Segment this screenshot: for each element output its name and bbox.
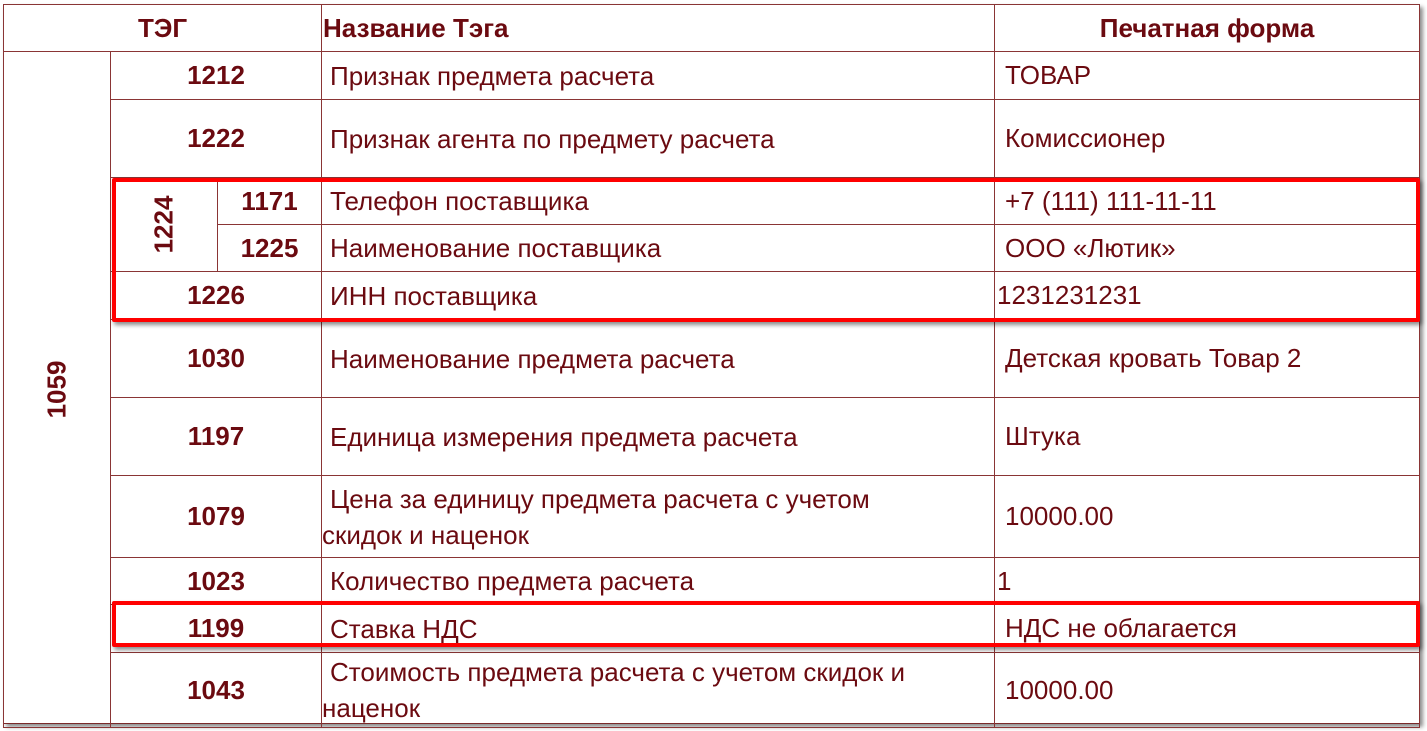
header-tag: ТЭГ <box>4 5 322 52</box>
tag-cell: 1197 <box>111 398 322 476</box>
print-value-cell: Комиссионер <box>995 100 1420 178</box>
header-name: Название Тэга <box>322 5 995 52</box>
tag-cell: 1226 <box>111 272 322 320</box>
tag-name-cell: Единица измерения предмета расчета <box>322 398 995 476</box>
group-tag-label: 1224 <box>148 195 179 254</box>
tag-name-cell: Признак агента по предмету расчета <box>322 100 995 178</box>
table-row <box>4 476 1420 558</box>
tag-name-line: скидок и наценок <box>322 519 529 550</box>
table-row <box>4 653 1420 728</box>
print-value-cell: ТОВАР <box>995 52 1420 100</box>
tag-cell: 1079 <box>111 476 322 558</box>
tag-cell: 1225 <box>218 225 322 272</box>
tag-name-line: Цена за единицу предмета расчета с учетом <box>330 483 870 514</box>
tag-cell: 1043 <box>111 653 322 728</box>
tag-cell: 1199 <box>111 605 322 653</box>
outer-tag-cell <box>4 52 111 728</box>
table-row <box>4 178 1420 225</box>
print-value-cell: НДС не облагается <box>995 605 1420 653</box>
header-row <box>4 5 1420 52</box>
tag-cell: 1212 <box>111 52 322 100</box>
table-row <box>4 398 1420 476</box>
print-value-cell: ООО «Лютик» <box>995 225 1420 272</box>
tag-name-cell: Признак предмета расчета <box>322 52 995 100</box>
tag-name-cell: Телефон поставщика <box>322 178 995 225</box>
fiscal-tags-table <box>3 4 1420 728</box>
table-row <box>4 272 1420 320</box>
print-value-cell: 1 <box>995 558 1420 605</box>
table-row <box>4 320 1420 398</box>
tag-name-line: Стоимость предмета расчета с учетом скидок и <box>330 657 906 687</box>
print-value-cell: 10000.00 <box>995 476 1420 558</box>
tag-cell: 1023 <box>111 558 322 605</box>
tag-cell: 1222 <box>111 100 322 178</box>
table-row <box>4 605 1420 653</box>
table-row <box>4 52 1420 100</box>
tag-cell: 1030 <box>111 320 322 398</box>
tag-name-cell: Количество предмета расчета <box>322 558 995 605</box>
tag-name-cell: ИНН поставщика <box>322 272 995 320</box>
print-value-cell: 10000.00 <box>995 653 1420 728</box>
group-tag-cell <box>111 178 218 272</box>
table-row <box>4 100 1420 178</box>
header-print-form: Печатная форма <box>995 5 1420 52</box>
print-value-cell: Штука <box>995 398 1420 476</box>
tag-name-cell <box>322 653 995 728</box>
outer-tag-label: 1059 <box>41 360 72 419</box>
tag-name-cell: Наименование поставщика <box>322 225 995 272</box>
tag-cell: 1171 <box>218 178 322 225</box>
print-value-cell: +7 (111) 111-11-11 <box>995 178 1420 225</box>
tag-name-line: наценок <box>322 693 421 723</box>
tag-name-cell <box>322 476 995 558</box>
tag-name-cell: Ставка НДС <box>322 605 995 653</box>
print-value-cell: Детская кровать Товар 2 <box>995 320 1420 398</box>
print-value-cell: 1231231231 <box>995 272 1420 320</box>
table-row <box>4 558 1420 605</box>
tag-name-cell: Наименование предмета расчета <box>322 320 995 398</box>
